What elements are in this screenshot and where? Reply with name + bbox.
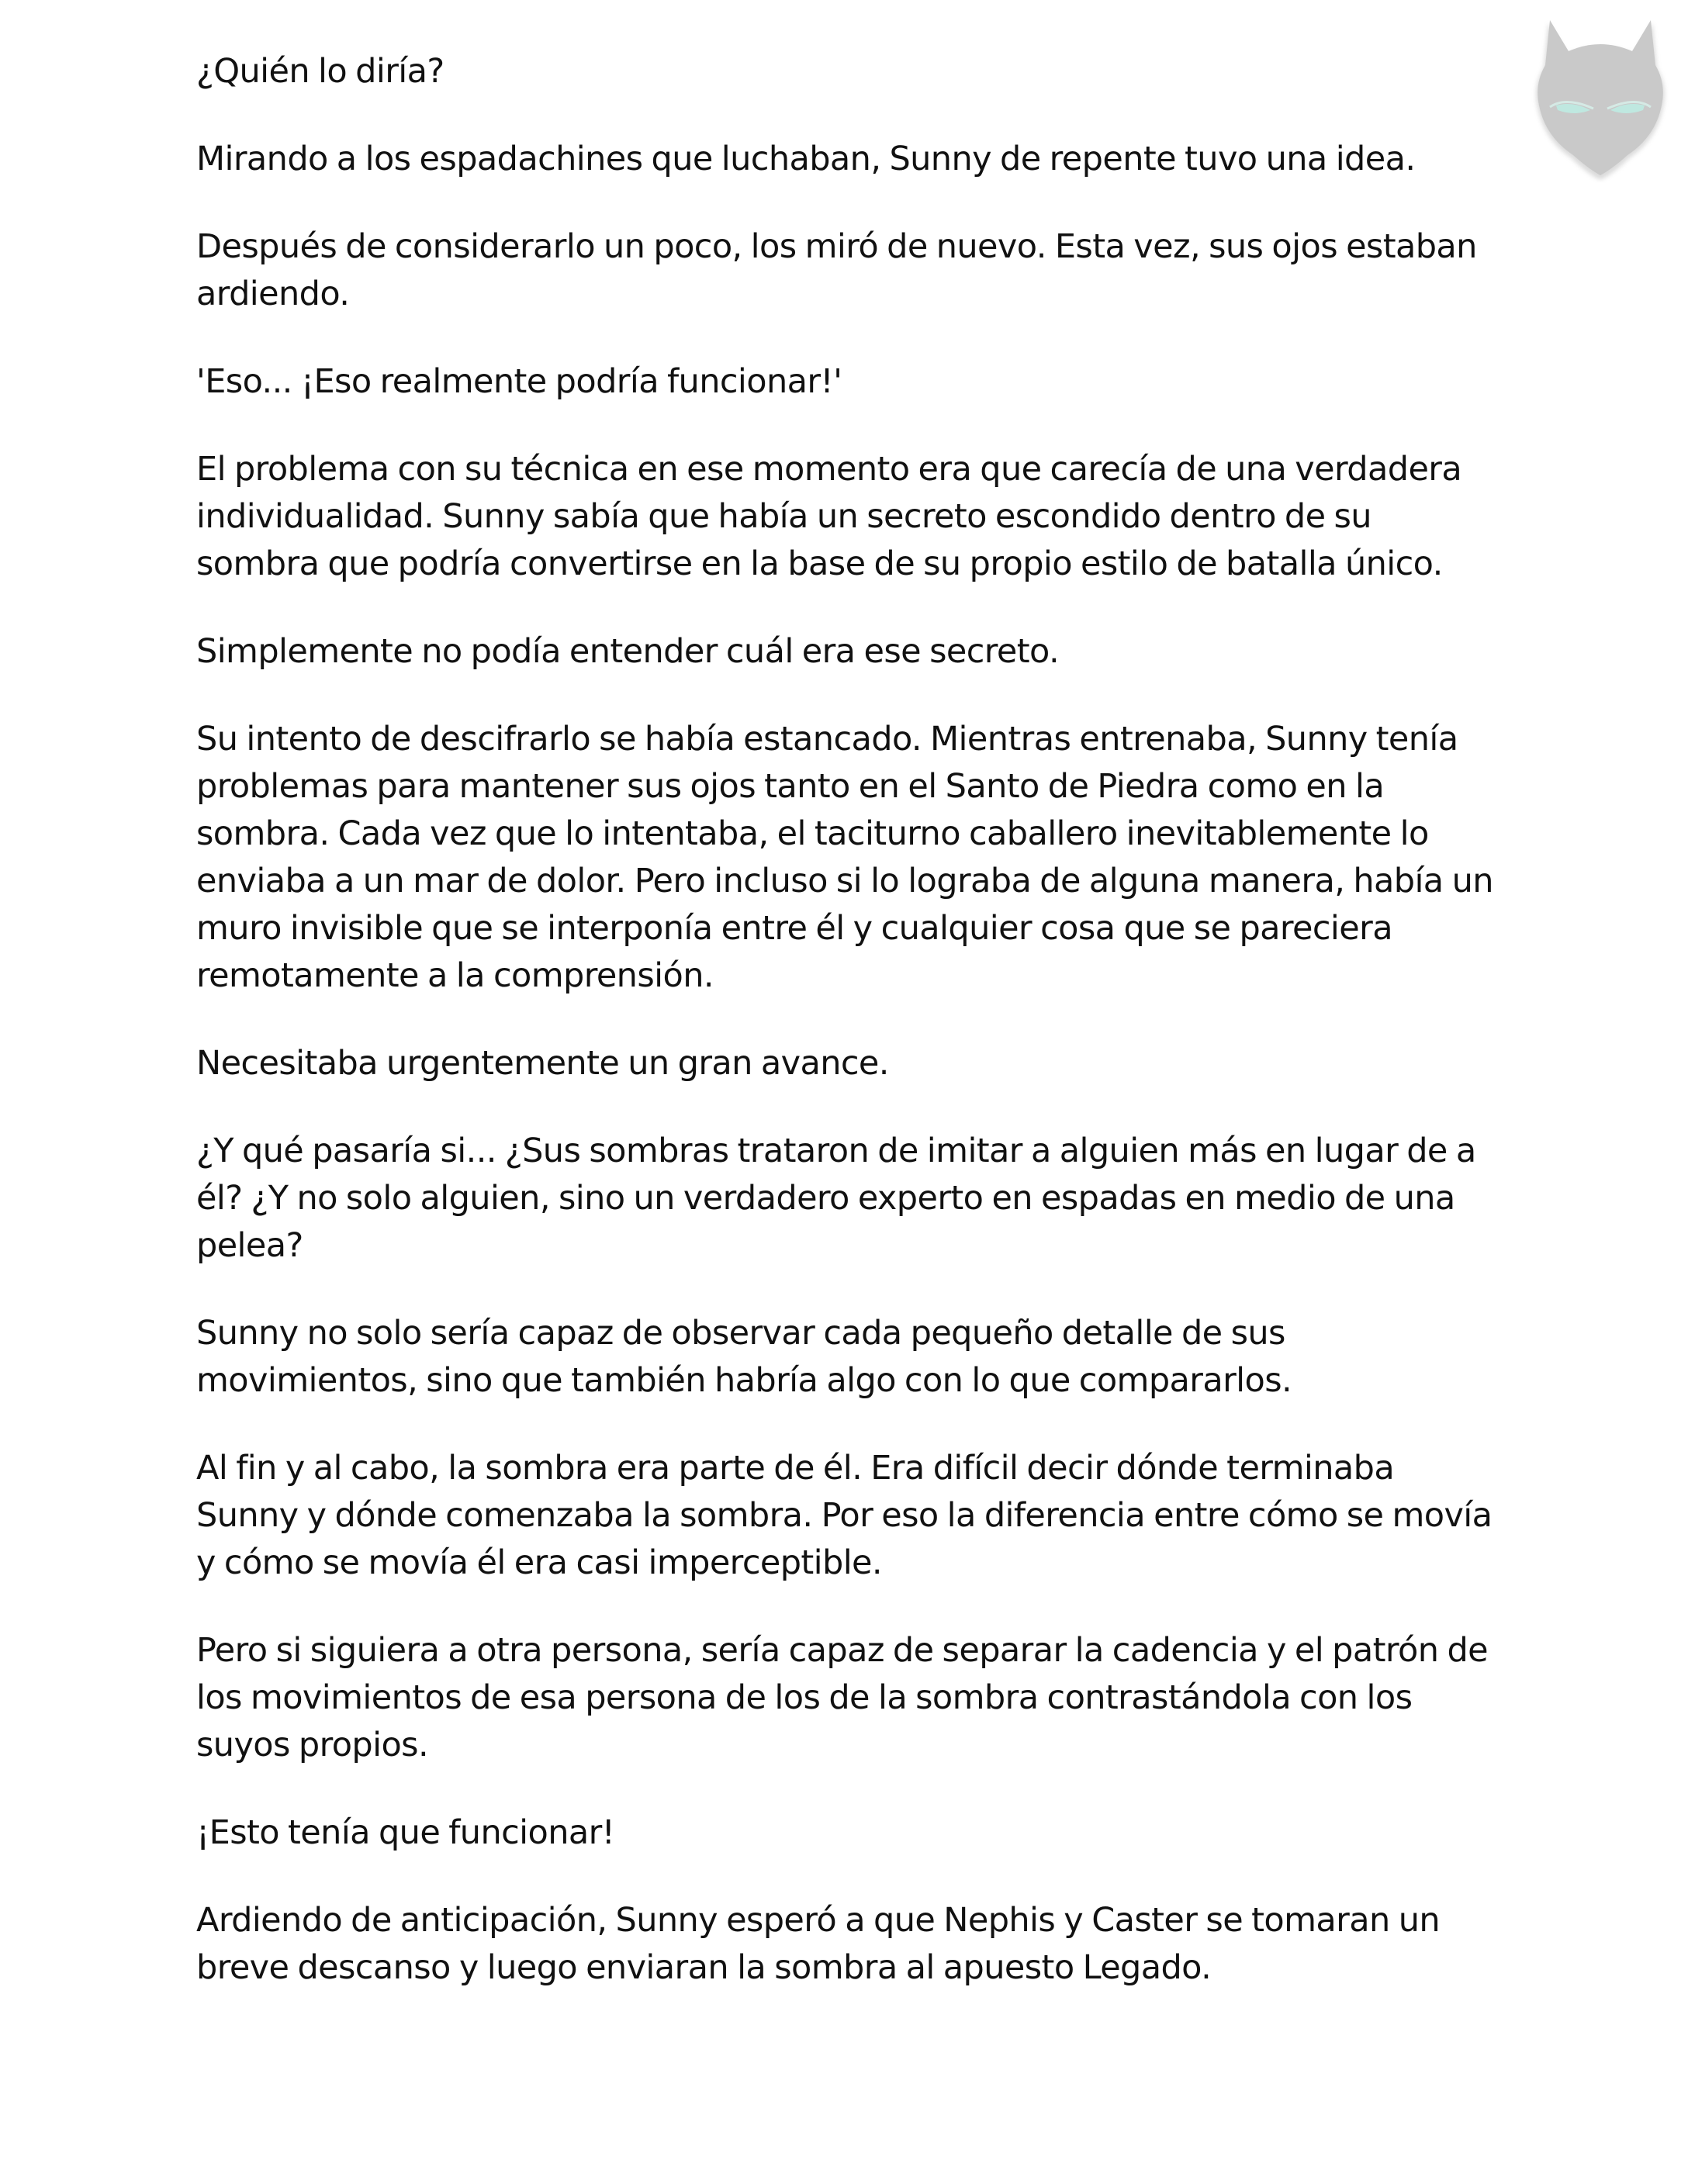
- paragraph: Ardiendo de anticipación, Sunny esperó a que Nephis y Caster se tomaran un breve descanso y luego enviaran la sombra al apuesto Legado.: [196, 1901, 1441, 1987]
- demon-head-shape: [1538, 20, 1663, 175]
- paragraph: Al fin y al cabo, la sombra era parte de él. Era difícil decir dónde terminaba Sunny y dónde comenzaba la sombra. Por eso la diferencia entre cómo se movía y cómo se movía él era casi imperceptible.: [196, 1449, 1493, 1582]
- paragraph: Necesitaba urgentemente un gran avance.: [196, 1044, 889, 1083]
- paragraph: Pero si siguiera a otra persona, sería capaz de separar la cadencia y el patrón de los movimientos de esa persona de los de la sombra contrastándola con los suyos propios.: [196, 1631, 1488, 1764]
- paragraph: ¿Y qué pasaría si... ¿Sus sombras trataron de imitar a alguien más en lugar de a él? ¿Y no solo alguien, sino un verdadero experto en espadas en medio de una pelea?: [196, 1132, 1476, 1265]
- paragraph: Su intento de descifrarlo se había estancado. Mientras entrenaba, Sunny tenía problemas para mantener sus ojos tanto en el Santo de Piedra como en la sombra. Cada vez que lo intentaba, el taciturno caballero inevitablemente lo enviaba a un mar de dolor. Pero incluso si lo lograba de alguna manera, había un muro invisible que se interponía entre él y cualquier cosa que se pareciera remotamente a la comprensión.: [196, 720, 1493, 995]
- paragraph: Mirando a los espadachines que luchaban, Sunny de repente tuvo una idea.: [196, 140, 1416, 178]
- demon-head-icon: [1527, 14, 1674, 183]
- paragraph: ¡Esto tenía que funcionar!: [196, 1813, 615, 1852]
- paragraph: Sunny no solo sería capaz de observar cada pequeño detalle de sus movimientos, sino que también habría algo con lo que compararlos.: [196, 1314, 1292, 1400]
- paragraph: Simplemente no podía entender cuál era ese secreto.: [196, 632, 1060, 671]
- paragraph: El problema con su técnica en ese momento era que carecía de una verdadera individualidad. Sunny sabía que había un secreto escondido dentro de su sombra que podría convertirse en la base de su propio estilo de batalla único.: [196, 450, 1462, 583]
- paragraph: 'Eso... ¡Eso realmente podría funcionar!': [196, 362, 842, 401]
- paragraph: ¿Quién lo diría?: [196, 52, 444, 91]
- document-body: [196, 48, 1499, 2032]
- paragraph: Después de considerarlo un poco, los miró de nuevo. Esta vez, sus ojos estaban ardiendo.: [196, 227, 1477, 313]
